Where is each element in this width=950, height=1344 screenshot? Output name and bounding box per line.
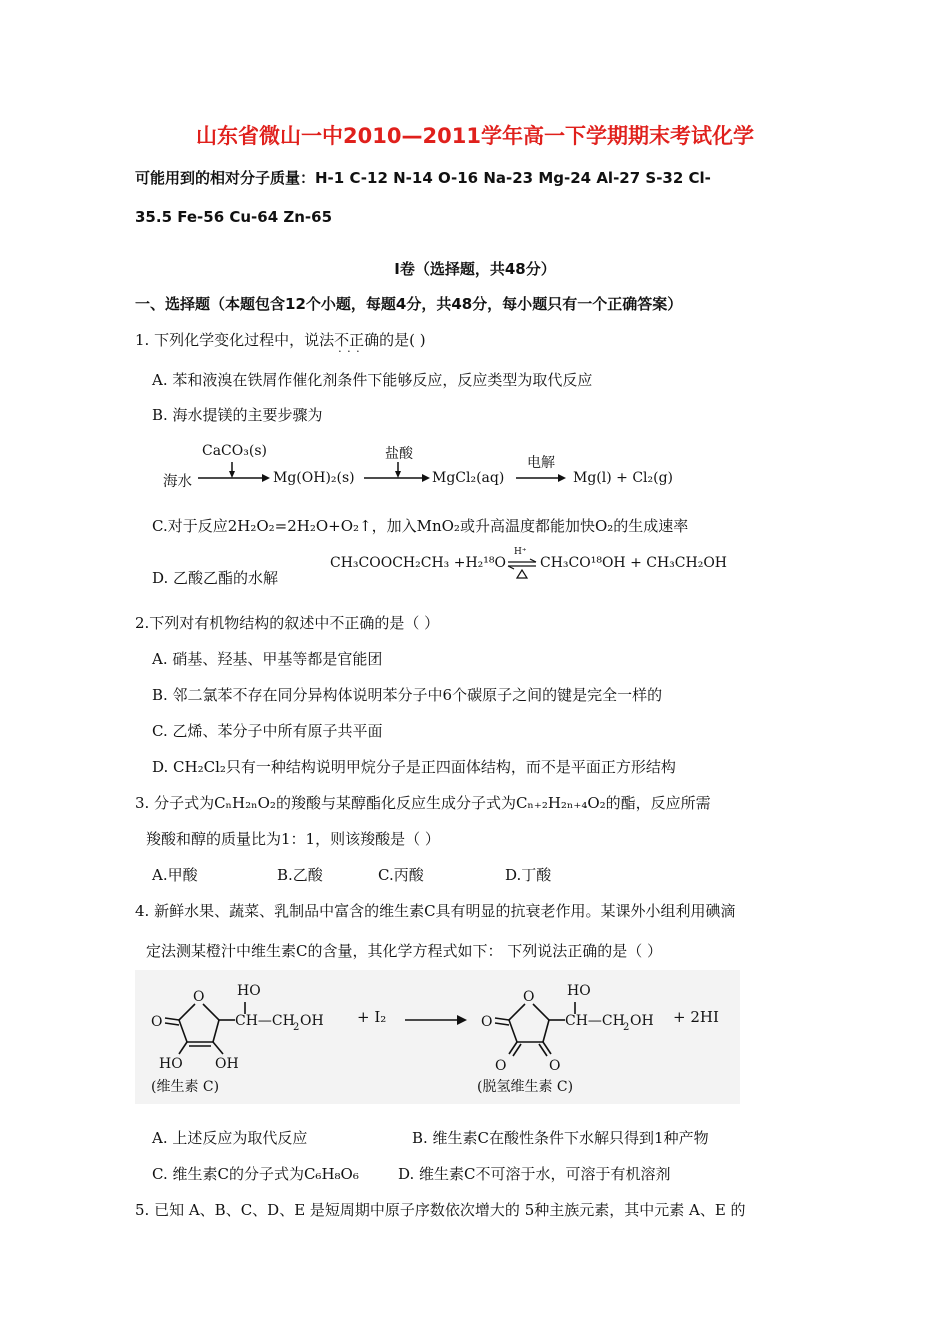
q4-option-b: B. 维生素C在酸性条件下水解只得到1种产物 xyxy=(412,1129,709,1147)
plus-hydrogen-iodide: + 2HI xyxy=(673,1008,719,1026)
reversible-arrow-icon xyxy=(506,558,538,580)
vitamin-c-structures xyxy=(135,970,740,1104)
q3-stem-line-2: 羧酸和醇的质量比为1：1，则该羧酸是（ ） xyxy=(146,830,440,848)
q2-option-d: D. CH₂Cl₂只有一种结构说明甲烷分子是正四面体结构，而不是平面正方形结构 xyxy=(152,758,676,776)
q2-option-c: C. 乙烯、苯分子中所有原子共平面 xyxy=(152,722,383,740)
q3-option-d: D.丁酸 xyxy=(505,866,552,884)
vitamin-c-reaction-figure xyxy=(135,970,740,1104)
svg-text:HO: HO xyxy=(567,983,591,999)
page-title: 山东省微山一中2010—2011学年高一下学期期末考试化学 xyxy=(196,124,754,148)
svg-text:OH: OH xyxy=(215,1056,239,1072)
vitamin-c-label: (维生素 C) xyxy=(151,1079,220,1095)
q3-option-a: A.甲酸 xyxy=(152,866,198,884)
flow-reagent-2: 盐酸 xyxy=(385,446,413,462)
q1-stem-post: 的是( ) xyxy=(379,331,426,349)
plus-iodine: + I₂ xyxy=(357,1008,387,1026)
svg-text:O: O xyxy=(151,1014,163,1030)
q1-stem-emphasis: 不正确 · · · xyxy=(334,331,379,349)
svg-text:HO: HO xyxy=(237,983,261,999)
svg-text:O: O xyxy=(495,1058,507,1074)
svg-text:O: O xyxy=(193,989,205,1005)
svg-text:2: 2 xyxy=(293,1022,300,1033)
svg-text:OH: OH xyxy=(300,1013,324,1029)
q3-option-b: B.乙酸 xyxy=(277,866,323,884)
q1-option-d: D. 乙酸乙酯的水解 xyxy=(152,569,279,587)
svg-text:CH—CH: CH—CH xyxy=(235,1013,295,1029)
q1-option-b: B. 海水提镁的主要步骤为 xyxy=(152,406,323,424)
flow-product-3: Mg(l) + Cl₂(g) xyxy=(573,470,674,486)
q4-option-c: C. 维生素C的分子式为C₆H₈O₆ xyxy=(152,1165,359,1183)
q4-stem-line-1: 4. 新鲜水果、蔬菜、乳制品中富含的维生素C具有明显的抗衰老作用。某课外小组利用碘滴 xyxy=(135,902,736,920)
eq-catalyst: H⁺ xyxy=(514,547,527,557)
q1-stem xyxy=(135,329,426,350)
masses-line-1: 可能用到的相对分子质量：H-1 C-12 N-14 O-16 Na-23 Mg-24 Al-27 S-32 Cl- xyxy=(135,169,711,187)
q5-stem: 5. 已知 A、B、C、D、E 是短周期中原子序数依次增大的 5种主族元素，其中元素 A、E 的 xyxy=(135,1201,746,1219)
flow-start: 海水 xyxy=(163,474,192,490)
flow-reagent-3: 电解 xyxy=(527,455,555,471)
q4-option-a: A. 上述反应为取代反应 xyxy=(152,1129,308,1147)
q1-option-c: C.对于反应2H₂O₂=2H₂O+O₂↑，加入MnO₂或升高温度都能加快O₂的生成速率 xyxy=(152,517,689,535)
q3-stem-line-1: 3. 分子式为CₙH₂ₙO₂的羧酸与某醇酯化反应生成分子式为Cₙ₊₂H₂ₙ₊₄O₂的酯，反应所需 xyxy=(135,794,711,812)
q2-stem: 2.下列对有机物结构的叙述中不正确的是（ ） xyxy=(135,614,440,632)
dehydro-vitamin-c-label: (脱氢维生素 C) xyxy=(477,1079,574,1095)
flow-reagent-1: CaCO₃(s) xyxy=(202,443,267,459)
q4-stem-line-2: 定法测某橙汁中维生素C的含量，其化学方程式如下： 下列说法正确的是（ ） xyxy=(146,942,663,960)
svg-text:O: O xyxy=(481,1014,493,1030)
section-title: Ⅰ卷（选择题，共48分） xyxy=(394,260,556,278)
eq-left: CH₃COOCH₂CH₃ +H₂¹⁸O xyxy=(330,555,506,571)
svg-text:CH—CH: CH—CH xyxy=(565,1013,625,1029)
part-heading: 一、选择题（本题包含12个小题，每题4分，共48分，每小题只有一个正确答案） xyxy=(135,295,683,313)
masses-line-2: 35.5 Fe-56 Cu-64 Zn-65 xyxy=(135,208,333,226)
svg-text:OH: OH xyxy=(630,1013,654,1029)
flow-arrows xyxy=(150,440,710,490)
q3-option-c: C.丙酸 xyxy=(378,866,424,884)
svg-text:2: 2 xyxy=(623,1022,630,1033)
svg-text:O: O xyxy=(523,989,535,1005)
svg-text:O: O xyxy=(549,1058,561,1074)
q2-option-b: B. 邻二氯苯不存在同分异构体说明苯分子中6个碳原子之间的键是完全一样的 xyxy=(152,686,663,704)
q1-stem-pre: 1. 下列化学变化过程中，说法 xyxy=(135,331,335,349)
flow-product-2: MgCl₂(aq) xyxy=(432,470,505,486)
eq-right: CH₃CO¹⁸OH + CH₃CH₂OH xyxy=(540,555,728,571)
q2-option-a: A. 硝基、羟基、甲基等都是官能团 xyxy=(152,650,383,668)
q1-option-a: A. 苯和液溴在铁屑作催化剂条件下能够反应，反应类型为取代反应 xyxy=(152,371,593,389)
flow-product-1: Mg(OH)₂(s) xyxy=(273,470,355,486)
q4-option-d: D. 维生素C不可溶于水，可溶于有机溶剂 xyxy=(398,1165,671,1183)
svg-text:HO: HO xyxy=(159,1056,183,1072)
